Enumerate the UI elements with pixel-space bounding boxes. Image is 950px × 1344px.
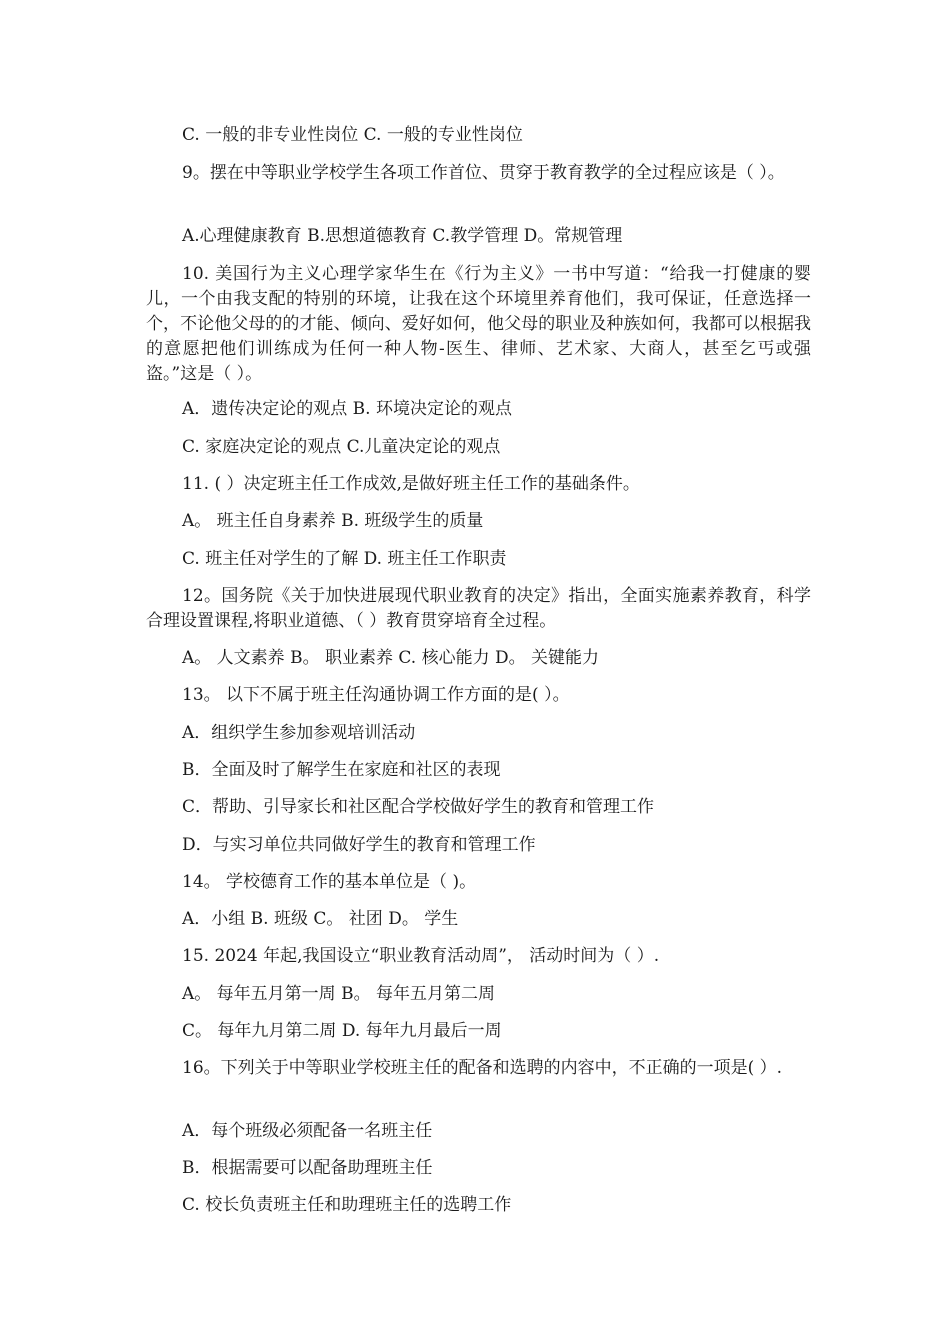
option-line: A。 每年五月第一周 B。 每年五月第二周 xyxy=(182,984,495,1004)
option-line: D．与实习单位共同做好学生的教育和管理工作 xyxy=(182,835,536,855)
question-13: 13。 以下不属于班主任沟通协调工作方面的是( ）。 xyxy=(182,685,570,705)
option-line: A.心理健康教育 B.思想道德教育 C.教学管理 D。常规管理 xyxy=(182,226,623,246)
option-line: B．根据需要可以配备助理班主任 xyxy=(182,1158,433,1178)
question-9: 9。摆在中等职业学校学生各项工作首位、贯穿于教育教学的全过程应该是（ ）。 xyxy=(182,163,785,183)
question-16: 16。下列关于中等职业学校班主任的配备和选聘的内容中，不正确的一项是( ）. xyxy=(182,1058,783,1078)
option-line: A。 人文素养 B。 职业素养 C. 核心能力 D。 关键能力 xyxy=(182,648,600,668)
option-line: C．帮助、引导家长和社区配合学校做好学生的教育和管理工作 xyxy=(182,797,655,817)
question-10: 10. 美国行为主义心理学家华生在《行为主义》一书中写道：“给我一打健康的婴儿，一个由我支配的特别的环境，让我在这个环境里养育他们，我可保证，任意选择一个，不论他父母的的才能、倾向、爱好如何，他父母的职业及种族如何，我都可以根据我的意愿把他们训练成为任何一种人物-医生、律师、艺术家、大商人，甚至乞丐或强盗。”这是（ ）。 xyxy=(146,264,811,384)
question-15: 15. 2024 年起,我国设立“职业教育活动周”， 活动时间为（ ）. xyxy=(182,946,660,966)
option-line: A．遗传决定论的观点 B. 环境决定论的观点 xyxy=(182,399,512,419)
question-12: 12。国务院《关于加快进展现代职业教育的决定》指出，全面实施素养教育，科学合理设置课程,将职业道德、（ ）教育贯穿培育全过程。 xyxy=(146,586,811,631)
question-11: 11. ( ）决定班主任工作成效,是做好班主任工作的基础条件。 xyxy=(182,474,640,494)
option-line: C. 家庭决定论的观点 C.儿童决定论的观点 xyxy=(182,437,501,457)
question-14: 14。 学校德育工作的基本单位是（ )。 xyxy=(182,872,477,892)
option-line: A．每个班级必须配备一名班主任 xyxy=(182,1121,433,1141)
option-line: A．组织学生参加参观培训活动 xyxy=(182,723,416,743)
option-line: C. 一般的非专业性岗位 C. 一般的专业性岗位 xyxy=(182,125,523,145)
option-line: A。 班主任自身素养 B. 班级学生的质量 xyxy=(182,511,484,531)
option-line: C. 班主任对学生的了解 D. 班主任工作职责 xyxy=(182,549,507,569)
option-line: B．全面及时了解学生在家庭和社区的表现 xyxy=(182,760,501,780)
option-line: C。 每年九月第二周 D. 每年九月最后一周 xyxy=(182,1021,502,1041)
option-line: C. 校长负责班主任和助理班主任的选聘工作 xyxy=(182,1195,512,1215)
option-line: A．小组 B. 班级 C。 社团 D。 学生 xyxy=(182,909,459,929)
